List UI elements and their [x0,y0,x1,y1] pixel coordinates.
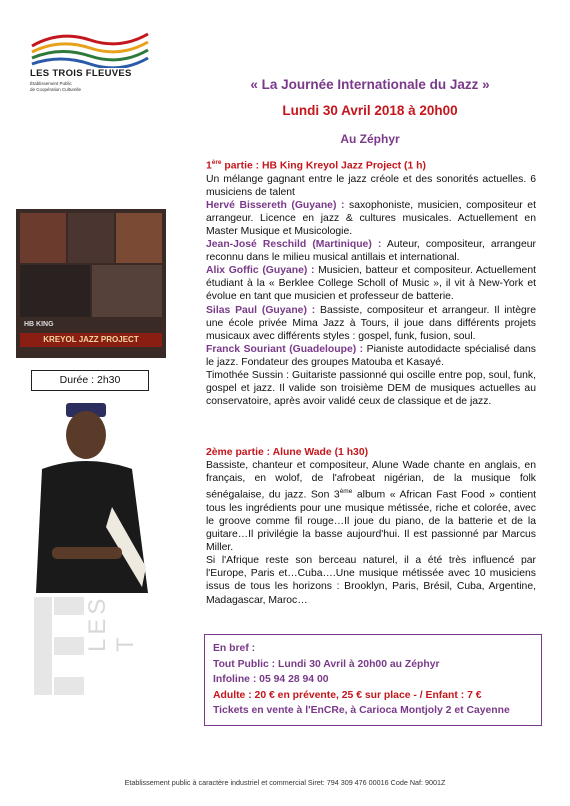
part2-paragraph-1: Bassiste, chanteur et compositeur, Alune Wade chante en anglais, en français, en wolof, de l'afrobeat nigérian, de la musique folk sénégalaise, du jazz. Son 3ème album « African Fast Food » contient tous les ingrédients pour une musique métissée, riche et colorée, avec le groove comme fil rouge…Il joue du piano, de la batterie et de la guitare…Il privilégie la basse aujourd'hui. Il est passionné par Marcus Miller. [206,460,536,554]
brief-tickets: Tickets en vente à l'EnCRe, à Carioca Montjoly 2 et Cayenne [213,705,510,716]
brief-heading: En bref : [213,643,256,654]
brief-prices: Adulte : 20 € en prévente, 25 € sur place - / Enfant : 7 € [213,689,482,701]
poster-line-1: HB KING [24,321,54,328]
event-title: « La Journée Internationale du Jazz » [250,77,490,92]
brief-box [204,634,542,726]
logo-name: LES TROIS FLEUVES [30,68,132,79]
part1-section [206,156,536,408]
logo-waves-icon [30,26,150,68]
musician-entry: Franck Souriant (Guadeloupe) : Pianiste autodidacte spécialisé dans le jazz. Fondateur des groupes Matouba et Kasayé. [206,343,536,368]
footer-legal: Etablissement public à caractère industriel et commercial Siret: 794 309 476 00016 Code Naf: 9001Z [124,778,446,787]
musician-entry: Jean-José Reschild (Martinique) : Auteur, compositeur, arrangeur reconnu dans le milieu musical antillais et international. [206,239,536,264]
duration-box: Durée : 2h30 [31,370,149,391]
part1-intro: Un mélange gagnant entre le jazz créole et des sonorités actuelles. 6 musiciens de talent [206,173,536,198]
event-date: Lundi 30 Avril 2018 à 20h00 [282,103,458,118]
musician-entry: Alix Goffic (Guyane) : Musicien, batteur et compositeur. Actuellement étudiant à la « Berklee College Scholl of Music », il vit à New-York et évolue en tant que musicien et professeur de batterie. [206,265,536,303]
watermark-logo [34,597,90,697]
part1-heading: 1ère partie : HB King Kreyol Jazz Project (1 h) [206,159,426,172]
brief-public: Tout Public : Lundi 30 Avril à 20h00 au Zéphyr [213,658,440,670]
logo-subtitle-2: de Coopération Culturelle [30,87,82,92]
musician-entry: Silas Paul (Guyane) : Bassiste, compositeur et arrangeur. Il intègre une école privée Mima Jazz à Tours, il joue dans différents projets musicaux avec différents styles : gospel, funk, fusion, soul. [206,304,536,342]
artist-photo [22,397,166,707]
musician-entry: Timothée Sussin : Guitariste passionné qui oscille entre pop, soul, funk, gospel et jazz. Il valide son troisième DEM de musiques actuelles au conservatoire, après avoir validé ceux de classique et de jazz. [206,369,536,408]
event-venue: Au Zéphyr [340,132,400,146]
watermark-text: LES T [84,594,139,652]
brief-infoline: Infoline : 05 94 28 94 00 [213,674,329,685]
poster-line-2: KREYOL JAZZ PROJECT [20,333,162,347]
musician-entry: Hervé Bissereth (Guyane) : saxophoniste, musicien, compositeur et arrangeur. Licence en jazz & cultures musicales. Actuellement en Master Musique et Musicologie. [206,199,536,237]
part2-paragraph-2: Si l'Afrique reste son berceau naturel, il a été très influencé par l'Europe, Paris et…Cuba….Une musique métissée avec 10 musiciens issus de tous les horizons : Brooklyn, Paris, Brésil, Cuba, Argentine, Madagascar, Maroc… [206,555,536,606]
logo-subtitle-1: Établissement Public [30,81,72,86]
part2-section [206,446,536,607]
part2-heading: 2ème partie : Alune Wade (1 h30) [206,447,369,458]
logo [30,26,150,96]
band-poster [16,209,166,358]
poster-photo-grid [20,213,162,317]
